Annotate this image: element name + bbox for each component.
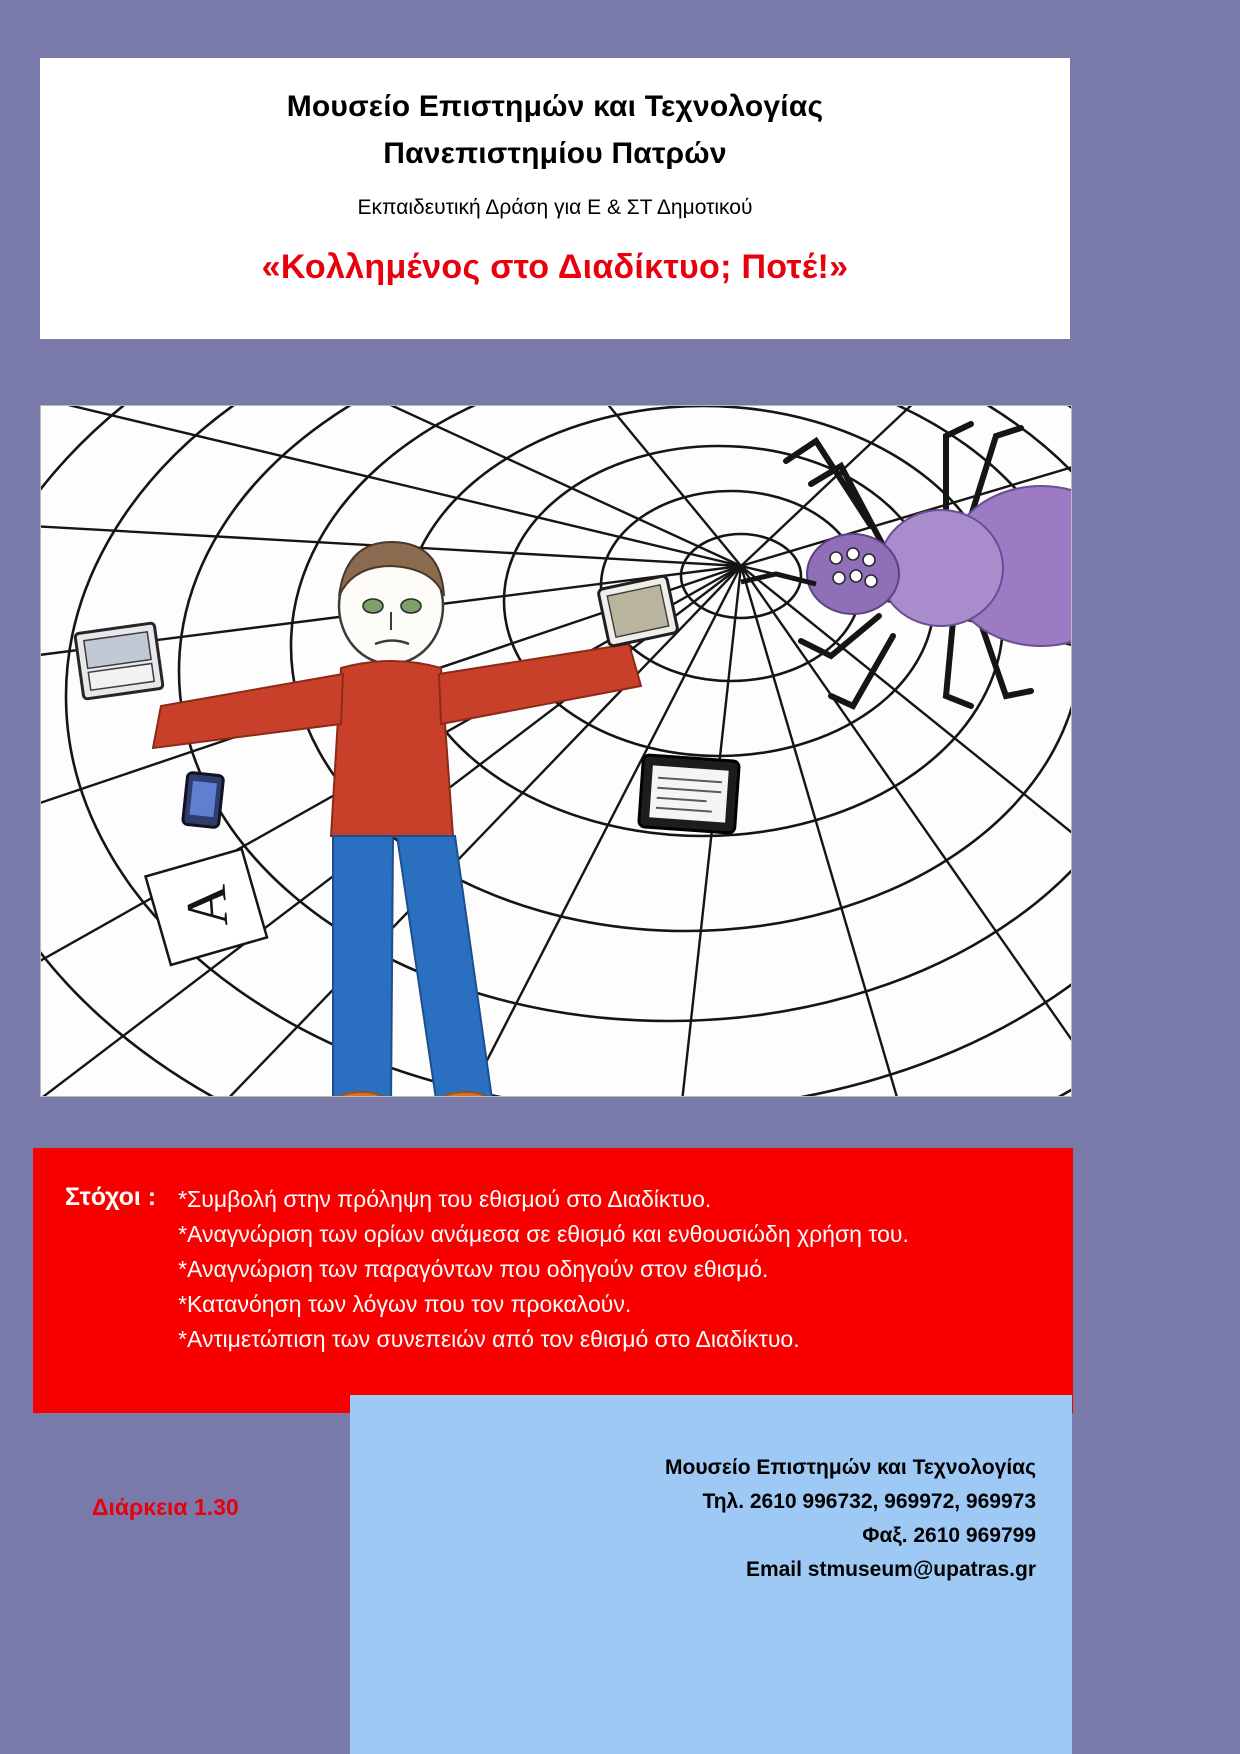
museum-name-line-1: Μουσείο Επιστημών και Τεχνολογίας [286,90,824,123]
contact-phone: Τηλ. 2610 996732, 969972, 969973 [702,1490,1036,1514]
duration-label: Διάρκεια 1.30 [92,1494,239,1520]
activity-title: «Κολλημένος στο Διαδίκτυο; Ποτέ!» [261,248,849,287]
child-shirt [331,661,453,836]
svg-text:A: A [172,882,241,930]
child-trousers-left [333,836,393,1096]
museum-name-line-2: Πανεπιστημίου Πατρών [383,136,727,170]
objective-item: *Αντιμετώπιση των συνεπειών από τον εθισμό στο Διαδίκτυο. [178,1325,800,1352]
contact-email: Email stmuseum@upatras.gr [745,1558,1036,1582]
objective-item: *Κατανόηση των λόγων που τον προκαλούν. [178,1290,632,1317]
objective-item: *Αναγνώριση των παραγόντων που οδηγούν στον εθισμό. [178,1255,769,1282]
header-panel [40,58,1070,339]
spider-web-illustration [41,406,1071,1096]
contact-museum-name: Μουσείο Επιστημών και Τεχνολογίας [665,1456,1036,1479]
contact-fax: Φαξ. 2610 969799 [862,1524,1036,1548]
illustration-frame [40,405,1072,1097]
objective-item: *Συμβολή στην πρόληψη του εθισμού στο Διαδίκτυο. [178,1186,712,1212]
audience-subtitle: Εκπαιδευτική Δράση για Ε & ΣΤ Δημοτικού [357,196,753,219]
contact-block [350,1395,1072,1754]
objectives-block [33,1148,1073,1413]
objective-item: *Αναγνώριση των ορίων ανάμεσα σε εθισμό και ενθουσιώδη χρήση του. [178,1220,909,1247]
objectives-label: Στόχοι : [65,1183,157,1211]
objectives-list [178,1182,909,1357]
